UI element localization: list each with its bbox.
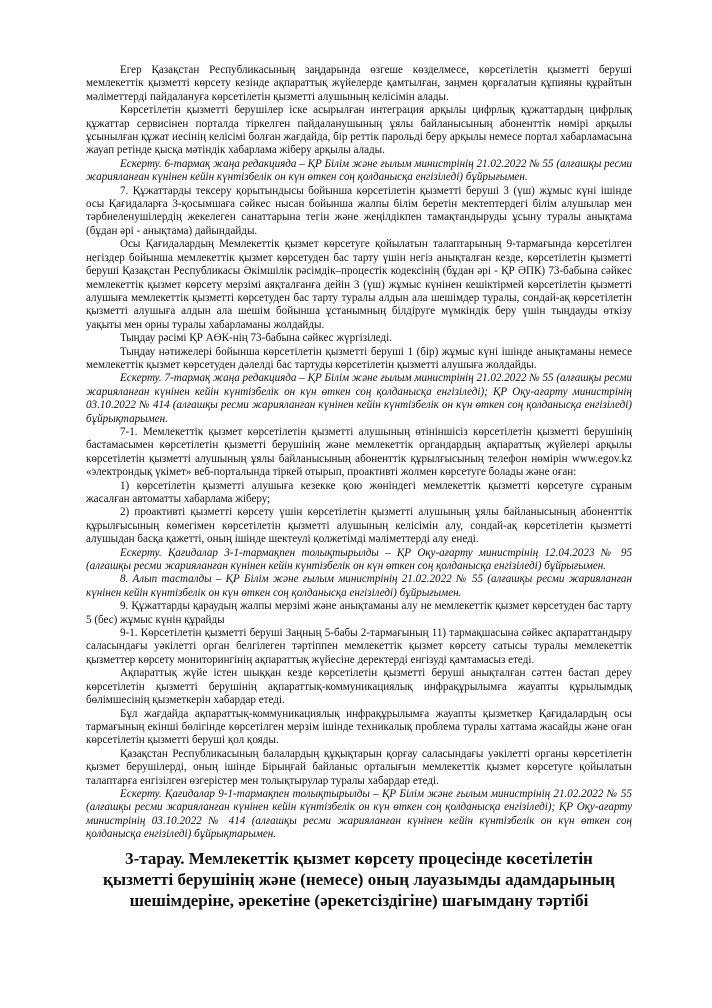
amendment-note: Ескерту. 7-тармақ жаңа редакцияда – ҚР Білім және ғылым министрінің 21.02.2022 № 55 (алғашқы ресми жарияланған күнінен кейін күнтізбелік он күн өткен соң қолданысқа енгізіледі); ҚР Оқу-ағарту министрінің 03.10.2022 № 414 (алғашқы ресми жарияланған күнінен кейін күнтізбелік он күн өткен соң қолданысқа енгізіледі) бұйрықтарымен. xyxy=(86,372,632,425)
paragraph: Осы Қағидалардың Мемлекеттік қызмет көрсетуге қойылатын талаптарының 9-тармағында көрсетілген негіздер бойынша мемлекеттік қызмет көрсетуден бас тарту үшін негіз анықталған кезде, көрсетілетін қызметті беруші Қазақстан Республикасы Әкімшілік рәсімдік–процестік кодексінің (бұдан әрі - ҚР ӘПК) 73-бабына сәйкес мемлекеттік қызмет көрсету мерзімі аяқталғанға дейін 3 (үш) жұмыс күнінен кешіктірмей көрсетілетін қызметті алушыға мемлекеттік қызметті көрсетуден бас тарту туралы алдын ала шешімдер туралы, сондай-ақ көрсетілетін қызметті алушыға алдын ала шешім бойынша ұстанымның білдіруге мүмкіндік беру үшін тыңдауды өткізу уақыты мен орны туралы хабарламаны жолдайды. xyxy=(86,238,632,331)
paragraph: 2) проактивті қызметті көрсету үшін көрсетілетін қызметті алушының ұялы байланысының абоненттік құрылғысының көмегімен көрсетілетін қызметті алушының келісімін алу, сондай-ақ көрсетілетін қызметті алушыдан басқа қажетті, оның ішінде шектеулі қолжетімді мәліметтерді алу енеді. xyxy=(86,506,632,546)
paragraph: Тыңдау нәтижелері бойынша көрсетілетін қызметті беруші 1 (бір) жұмыс күні ішінде анықтаманы немесе мемлекеттік қызмет көрсетуден дәлелді бас тартуды көрсетілетін қызметті алушыға жолдайды. xyxy=(86,345,632,371)
paragraph: 9. Құжаттарды қараудың жалпы мерзімі және анықтаманы алу не мемлекеттік қызмет көрсетуден бас тарту 5 (бес) жұмыс күнін құрайды xyxy=(86,600,632,626)
paragraph: Көрсетілетін қызметті берушілер іске асырылған интеграция арқылы цифрлық құжаттардың цифрлық құжаттар сервисінен порталда тіркелген пайдаланушының ұялы байланысының абоненттік нөмірі арқылы ұсынылған құжат иесінің келісімі болған жағдайда, бір реттік парольді беру арқылы немесе портал хабарламасына жауап ретінде қысқа мәтіндік хабарлама жіберу арқылы алады. xyxy=(86,104,632,157)
paragraph: Қазақстан Республикасының балалардың құқықтарын қорғау саласындағы уәкілетті органы көрсетілетін қызмет берушілерді, оның ішінде Бірыңғай байланыс орталығын мемлекеттік қызмет көрсетуге қойылатын талаптарға енгізілген өзгерістер мен толықтырулар туралы хабардар етеді. xyxy=(86,747,632,787)
amendment-note: Ескерту. Қағидалар 9-1-тармақпен толықтырылды – ҚР Білім және ғылым министрінің 21.02.2022 № 55 (алғашқы ресми жарияланған күнінен кейін күнтізбелік он күн өткен соң қолданысқа енгізіледі); ҚР Оқу-ағарту министрінің 03.10.2022 № 414 (алғашқы ресми жарияланған күнінен кейін күнтізбелік он күн өткен соң қолданысқа енгізіледі) бұйрықтарымен. xyxy=(86,787,632,841)
paragraph: Бұл жағдайда ақпараттық-коммуникациялық инфрақұрылымға жауапты қызметкер Қағидалардың осы тармағының екінші бөлігінде көрсетілген мерзім ішінде техникалық проблема туралы хаттама жасайды және оған көрсетілетін қызметті беруші қол қояды. xyxy=(86,707,632,747)
document-body xyxy=(86,64,632,842)
amendment-note: Ескерту. 6-тармақ жаңа редакцияда – ҚР Білім және ғылым министрінің 21.02.2022 № 55 (алғашқы ресми жарияланған күнінен кейін күнтізбелік он күн өткен соң қолданысқа енгізіледі) бұйрығымен. xyxy=(86,157,632,184)
paragraph: 7-1. Мемлекеттік қызмет көрсетілетін қызметті алушының өтініншісіз көрсетілетін қызметті берушінің бастамасымен көрсетілетін қызметті берушінің және мемлекеттік органдардың ақпараттық жүйелері арқылы көрсетілетін қызметті алушының ұялы байланысының абоненттік құрылғысының телефон нөмірін www.egov.kz «электрондық үкімет» веб-порталында тіркей отырып, проактивті жолмен көрсетуге болады және оған: xyxy=(86,425,632,479)
paragraph: 9-1. Көрсетілетін қызметті беруші Заңның 5-бабы 2-тармағының 11) тармақшасына сәйкес ақпараттандыру саласындағы уәкілетті орган белгілеген тәртіппен мемлекеттік қызмет көрсету сатысы туралы мемлекеттік қызметтер көрсету мониторингінің ақпараттық жүйесіне деректерді енгізуді қамтамасыз етеді. xyxy=(86,627,632,666)
document-page xyxy=(86,64,632,911)
amendment-note: 8. Алып тасталды – ҚР Білім және ғылым министрінің 21.02.2022 № 55 (алғашқы ресми жарияланған күнінен кейін күнтізбелік он күн өткен соң қолданысқа енгізіледі) бұйрығымен. xyxy=(86,573,632,599)
paragraph: Егер Қазақстан Республикасының заңдарында өзгеше көзделмесе, көрсетілетін қызметті беруші мемлекеттік қызметті көрсету кезінде ақпараттық жүйелерде қамтылған, заңмен қорғалатын құпияны құрайтын мәліметтерді пайдалануға көрсетілетін қызметті алушының келісімін алады. xyxy=(86,64,632,103)
paragraph: Ақпараттық жүйе істен шыққан кезде көрсетілетін қызметті беруші анықталған сәттен бастап дереу көрсетілетін қызметті берушінің ақпараттық-коммуникациялық инфрақұрылымға жауапты құрылымдық бөлімшесінің қызметкерін хабардар етеді. xyxy=(86,667,632,707)
amendment-note: Ескерту. Қағидалар 3-1-тармақпен толықтырылды – ҚР Оқу-ағарту министрінің 12.04.2023 № 95 (алғашқы ресми жарияланған күнінен кейін күнтізбелік он күн өткен соң қолданысқа енгізіледі) бұйрығымен. xyxy=(86,546,632,573)
paragraph: Тыңдау рәсімі ҚР АӨК-нің 73-бабына сәйкес жүргізіледі. xyxy=(120,332,393,345)
paragraph: 7. Құжаттарды тексеру қорытындысы бойынша көрсетілетін қызметті беруші 3 (үш) жұмыс күні ішінде осы Қағидаларға 3-қосымшаға сәйкес нысан бойынша жалпы білім беретін мектептердегі білім алушылар мен тәрбиеленушілердің жекелеген санаттарына тегін және жеңілдікпен тамақтандыруды ұсыну туралы анықтама (бұдан әрі - анықтама) дайындайды. xyxy=(86,184,632,237)
section-heading: 3-тарау. Мемлекеттік қызмет көрсету процесінде көсетілетін қызметті берушінің және (немесе) оның лауазымды адамдарының шешімдеріне, әрекетіне (әрекетсіздігіне) шағымдану тәртібі xyxy=(103,848,615,910)
paragraph: 1) көрсетілетін қызметті алушыға кезекке қою жөніндегі мемлекеттік қызметті көрсетуге сұраным жасалған автоматты хабарлама жіберу; xyxy=(86,479,632,505)
